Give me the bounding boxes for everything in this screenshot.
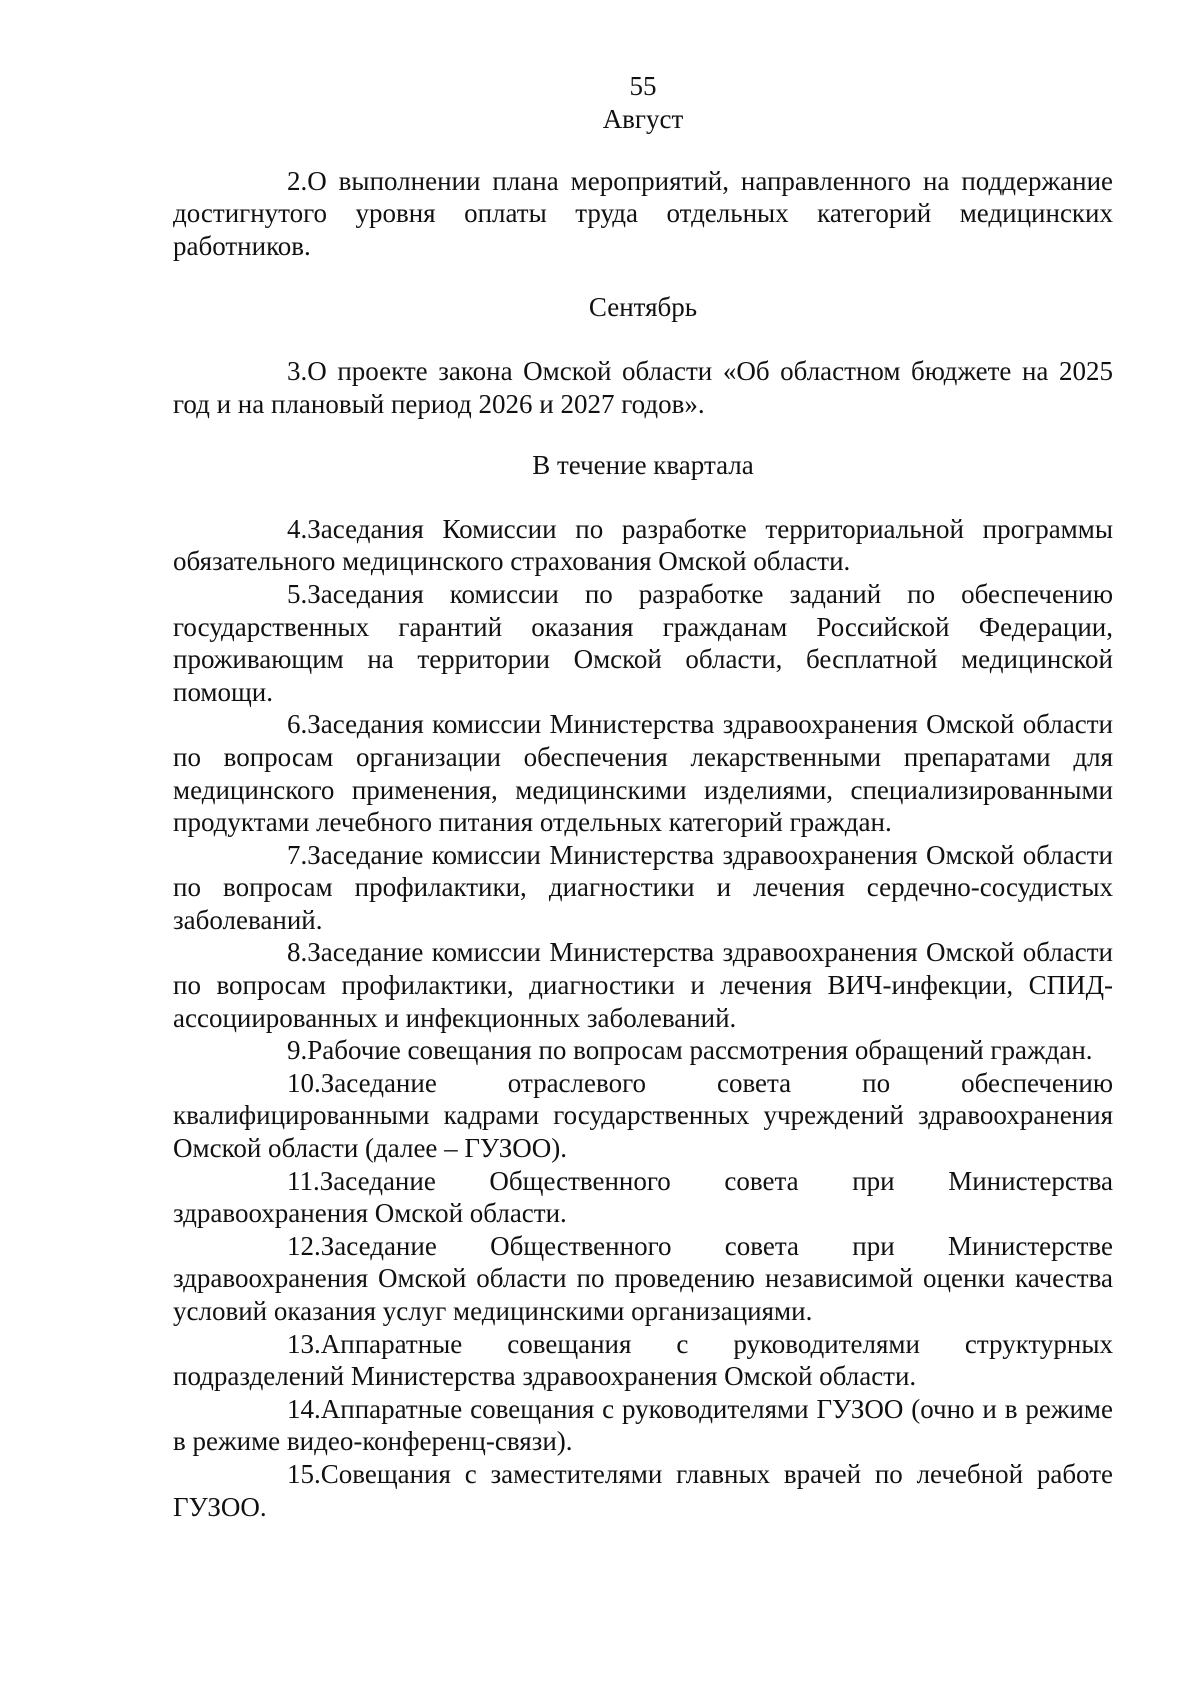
list-item-text: Заседание комиссии Министерства здравоохранения Омской области по вопросам профилактики, диагностики и лечения сердечно-сосудистых заболеваний. <box>173 839 1113 935</box>
list-item-number: 6. <box>287 709 308 740</box>
list-item <box>173 355 1113 420</box>
list-item-number: 8. <box>287 937 308 968</box>
list-item-number: 2. <box>287 165 308 196</box>
list-item-text: О выполнении плана мероприятий, направленного на поддержание достигнутого уровня оплаты труда отдельных категорий медицинских работников. <box>173 165 1113 261</box>
list-item-number: 10. <box>287 1067 321 1098</box>
list-item <box>173 839 1113 937</box>
list-item <box>173 1328 1113 1393</box>
section-heading-august: Август <box>602 104 684 134</box>
list-item-text: Заседания комиссии Министерства здравоохранения Омской области по вопросам организации обеспечения лекарственными препаратами для медицинского применения, медицинскими изделиями, специализированными продуктами лечебного питания отдельных категорий граждан. <box>173 709 1113 838</box>
section-heading-quarter: В течение квартала <box>532 450 754 481</box>
list-item <box>173 1165 1113 1230</box>
list-item-number: 12. <box>287 1230 321 1261</box>
list-item-text: Заседания комиссии по разработке заданий по обеспечению государственных гарантий оказания гражданам Российской Федерации, проживающим на территории Омской области, бесплатной медицинской помощи. <box>173 578 1113 707</box>
list-item-number: 3. <box>287 355 308 386</box>
list-item-text: Заседание Общественного совета при Министерстве здравоохранения Омской области по проведению независимой оценки качества условий оказания услуг медицинскими организациями. <box>173 1230 1113 1326</box>
list-item-number: 4. <box>287 513 308 544</box>
list-item-number: 7. <box>287 839 308 870</box>
list-item-text: Заседание Общественного совета при Министерства здравоохранения Омской области. <box>173 1165 1113 1229</box>
list-item <box>173 1458 1113 1523</box>
section-heading-september: Сентябрь <box>588 292 698 323</box>
list-item-text: Аппаратные совещания с руководителями ГУЗОО (очно и в режиме в режиме видео-конференц-связи). <box>173 1393 1113 1457</box>
list-item <box>173 165 1113 263</box>
list-item <box>173 1067 1113 1165</box>
list-item-text: Заседания Комиссии по разработке территориальной программы обязательного медицинского страхования Омской области. <box>173 513 1113 577</box>
list-item <box>173 1034 1113 1067</box>
list-item <box>173 708 1113 838</box>
list-item-text: Совещания с заместителями главных врачей по лечебной работе ГУЗОО. <box>173 1458 1113 1522</box>
page-content <box>173 70 1113 1523</box>
list-item-number: 13. <box>287 1328 321 1359</box>
list-item-text: Аппаратные совещания с руководителями структурных подразделений Министерства здравоохранения Омской области. <box>173 1328 1113 1392</box>
list-item-text: Заседание комиссии Министерства здравоохранения Омской области по вопросам профилактики, диагностики и лечения ВИЧ-инфекции, СПИД-ассоциированных и инфекционных заболеваний. <box>173 937 1113 1033</box>
list-item <box>173 936 1113 1034</box>
list-item-number: 9. <box>287 1035 308 1066</box>
list-item-number: 15. <box>287 1458 321 1489</box>
list-item <box>173 1393 1113 1458</box>
list-item-number: 14. <box>287 1393 321 1424</box>
list-item-text: О проекте закона Омской области «Об областном бюджете на 2025 год и на плановый период 2026 и 2027 годов». <box>173 355 1113 419</box>
list-item-number: 11. <box>287 1165 320 1196</box>
list-item-text: Рабочие совещания по вопросам рассмотрения обращений граждан. <box>307 1035 1093 1066</box>
page-number: 55 <box>629 71 657 101</box>
list-item <box>173 513 1113 578</box>
list-item-number: 5. <box>287 578 308 609</box>
list-item-text: Заседание отраслевого совета по обеспечению квалифицированными кадрами государственных учреждений здравоохранения Омской области (далее – ГУЗОО). <box>173 1067 1113 1164</box>
list-item <box>173 1230 1113 1328</box>
list-item <box>173 578 1113 708</box>
